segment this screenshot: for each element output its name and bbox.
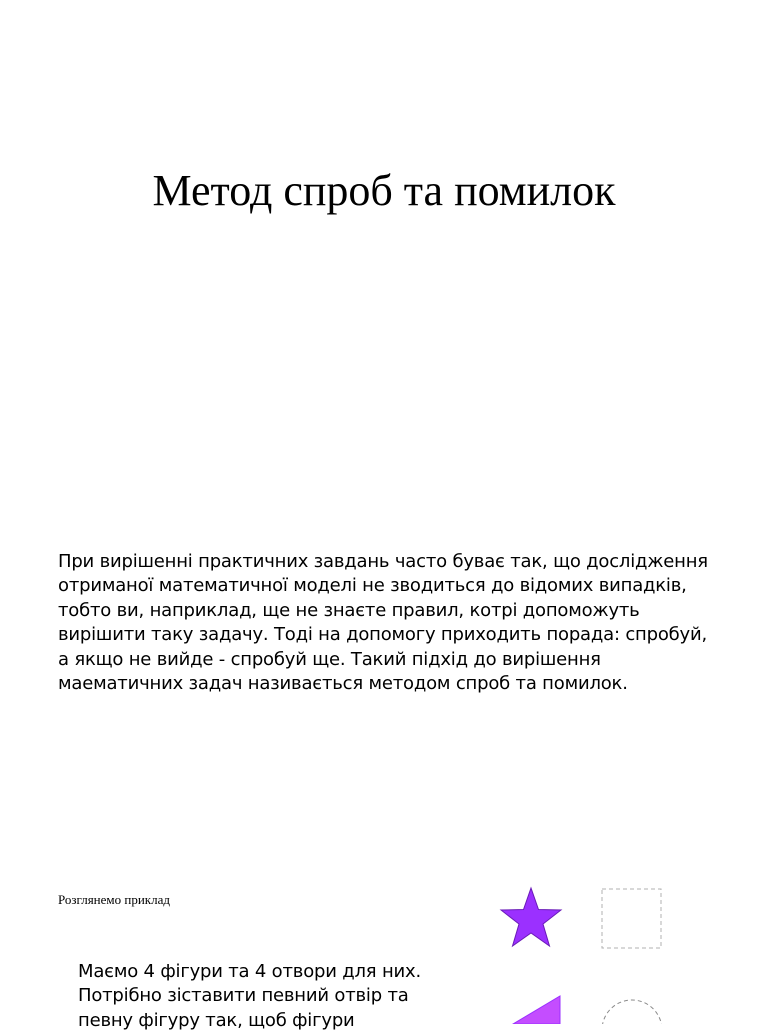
square-hole — [599, 886, 665, 952]
circle-hole — [598, 996, 666, 1024]
slide-title: Метод спроб та помилок — [152, 166, 616, 215]
intro-paragraph: При вирішенні практичних завдань часто буває так, що дослідження отриманої математичної моделі не зводиться до відомих випадків, тобто ви, наприклад, ще не знаєте правил, котрі допоможуть вирішити таку задачу. Тоді на допомогу приходить порада: спробуй, а якщо не вийде - спробуй ще. Такий підхід до вирішення маематичних задач називається методом спроб та помилок. — [58, 551, 708, 695]
star-figure — [498, 886, 564, 952]
task-paragraph: Маємо 4 фігури та 4 отвори для них. Потрібно зіставити певний отвір та певну фігуру так, щоб фігури — [78, 961, 421, 1031]
example-caption: Розглянемо приклад — [58, 892, 170, 907]
triangle-figure — [505, 992, 565, 1024]
